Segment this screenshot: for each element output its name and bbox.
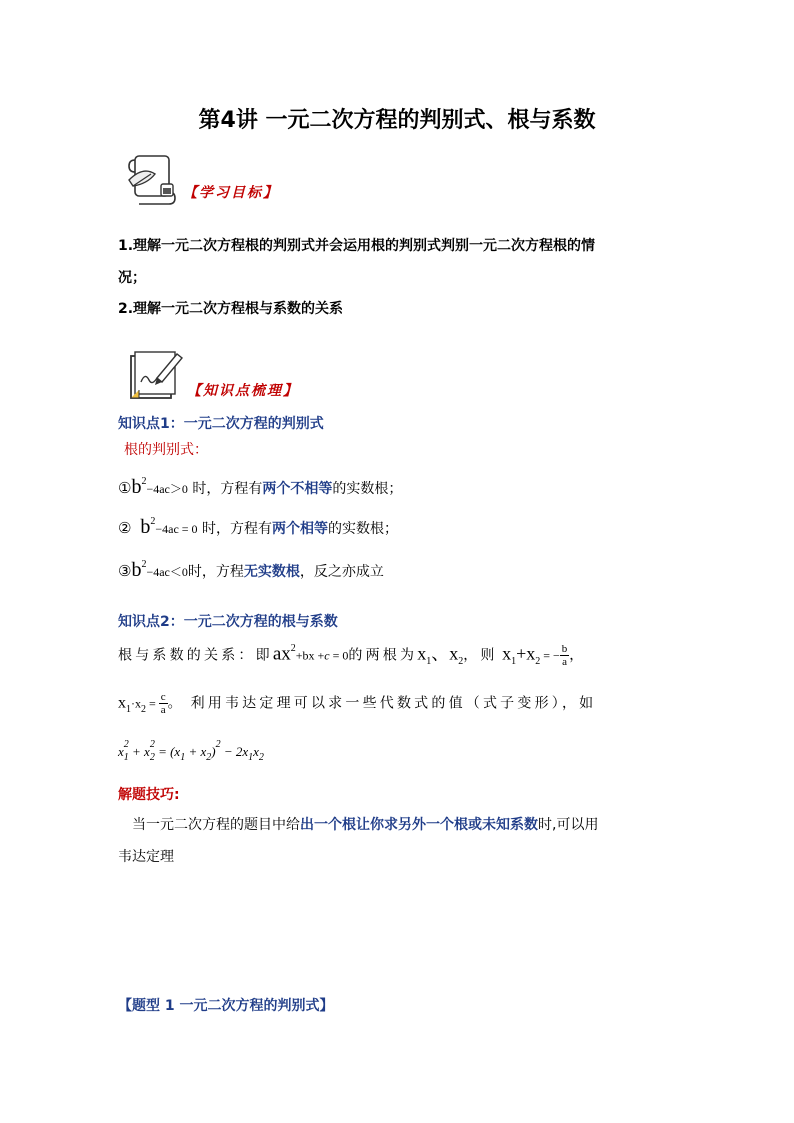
goals-banner [125,150,279,206]
kp1-item-2: ② $b^2-4ac = 0$ 时，方程有两个相等的实数根； [118,516,398,538]
goal-line-3: 2.理解一元二次方程根与系数的关系 [118,301,344,317]
goal-line-1: 1.理解一元二次方程根的判别式并会运用根的判别式判别一元二次方程根的情 [118,238,596,254]
kp1-item-1: $①b^2-4ac>0$ 时，方程有两个不相等的实数根； [118,476,403,498]
goal-line-2: 况； [118,270,146,286]
kp2-line-2: $x_1\cdot x_2$ = $\frac{c}{a}$ 。 利用韦达定理可以求一些代数式的值（式子变形），如 [118,691,597,716]
tips-line-2: 韦达定理 [118,849,174,865]
kp1-item-3: $③b^2-4ac<0$时，方程无实数根，反之亦成立 [118,559,384,581]
scroll-quill-icon [125,150,181,206]
knowledge-label: 【知识点梳理】 [187,383,299,399]
kp2-line-1: 根与系数的关系：即$ax^2+bx +c = 0$的两根为$x_1$、$x_2$，则 $x_1+x_2$ = − $\frac{b}{a}$ ， [118,642,584,668]
page-title: 第4讲 一元二次方程的判别式、根与系数 [198,108,596,133]
tips-line-1: 当一元二次方程的题目中给出一个根让你求另外一个根或未知系数时,可以用 [132,817,599,833]
tips-heading: 解题技巧: [118,787,180,803]
kp1-heading: 知识点1：一元二次方程的判别式 [118,416,324,432]
knowledge-banner [125,346,299,404]
vieta-identity: $x_1^2 + x_2^2 = (x_1 + x_2)^2 - 2x_1x_2$ [118,739,264,763]
fraction-b-over-a: $\frac{b}{a}$ [561,643,568,668]
kp1-sub: 根的判别式： [124,442,208,458]
goals-label: 【学习目标】 [183,185,279,201]
kp2-heading: 知识点2：一元二次方程的根与系数 [118,614,338,630]
type1-heading: 【题型 1 一元二次方程的判别式】 [118,998,334,1014]
notepad-pencil-icon [125,346,185,404]
fraction-c-over-a: $\frac{c}{a}$ [160,691,166,716]
